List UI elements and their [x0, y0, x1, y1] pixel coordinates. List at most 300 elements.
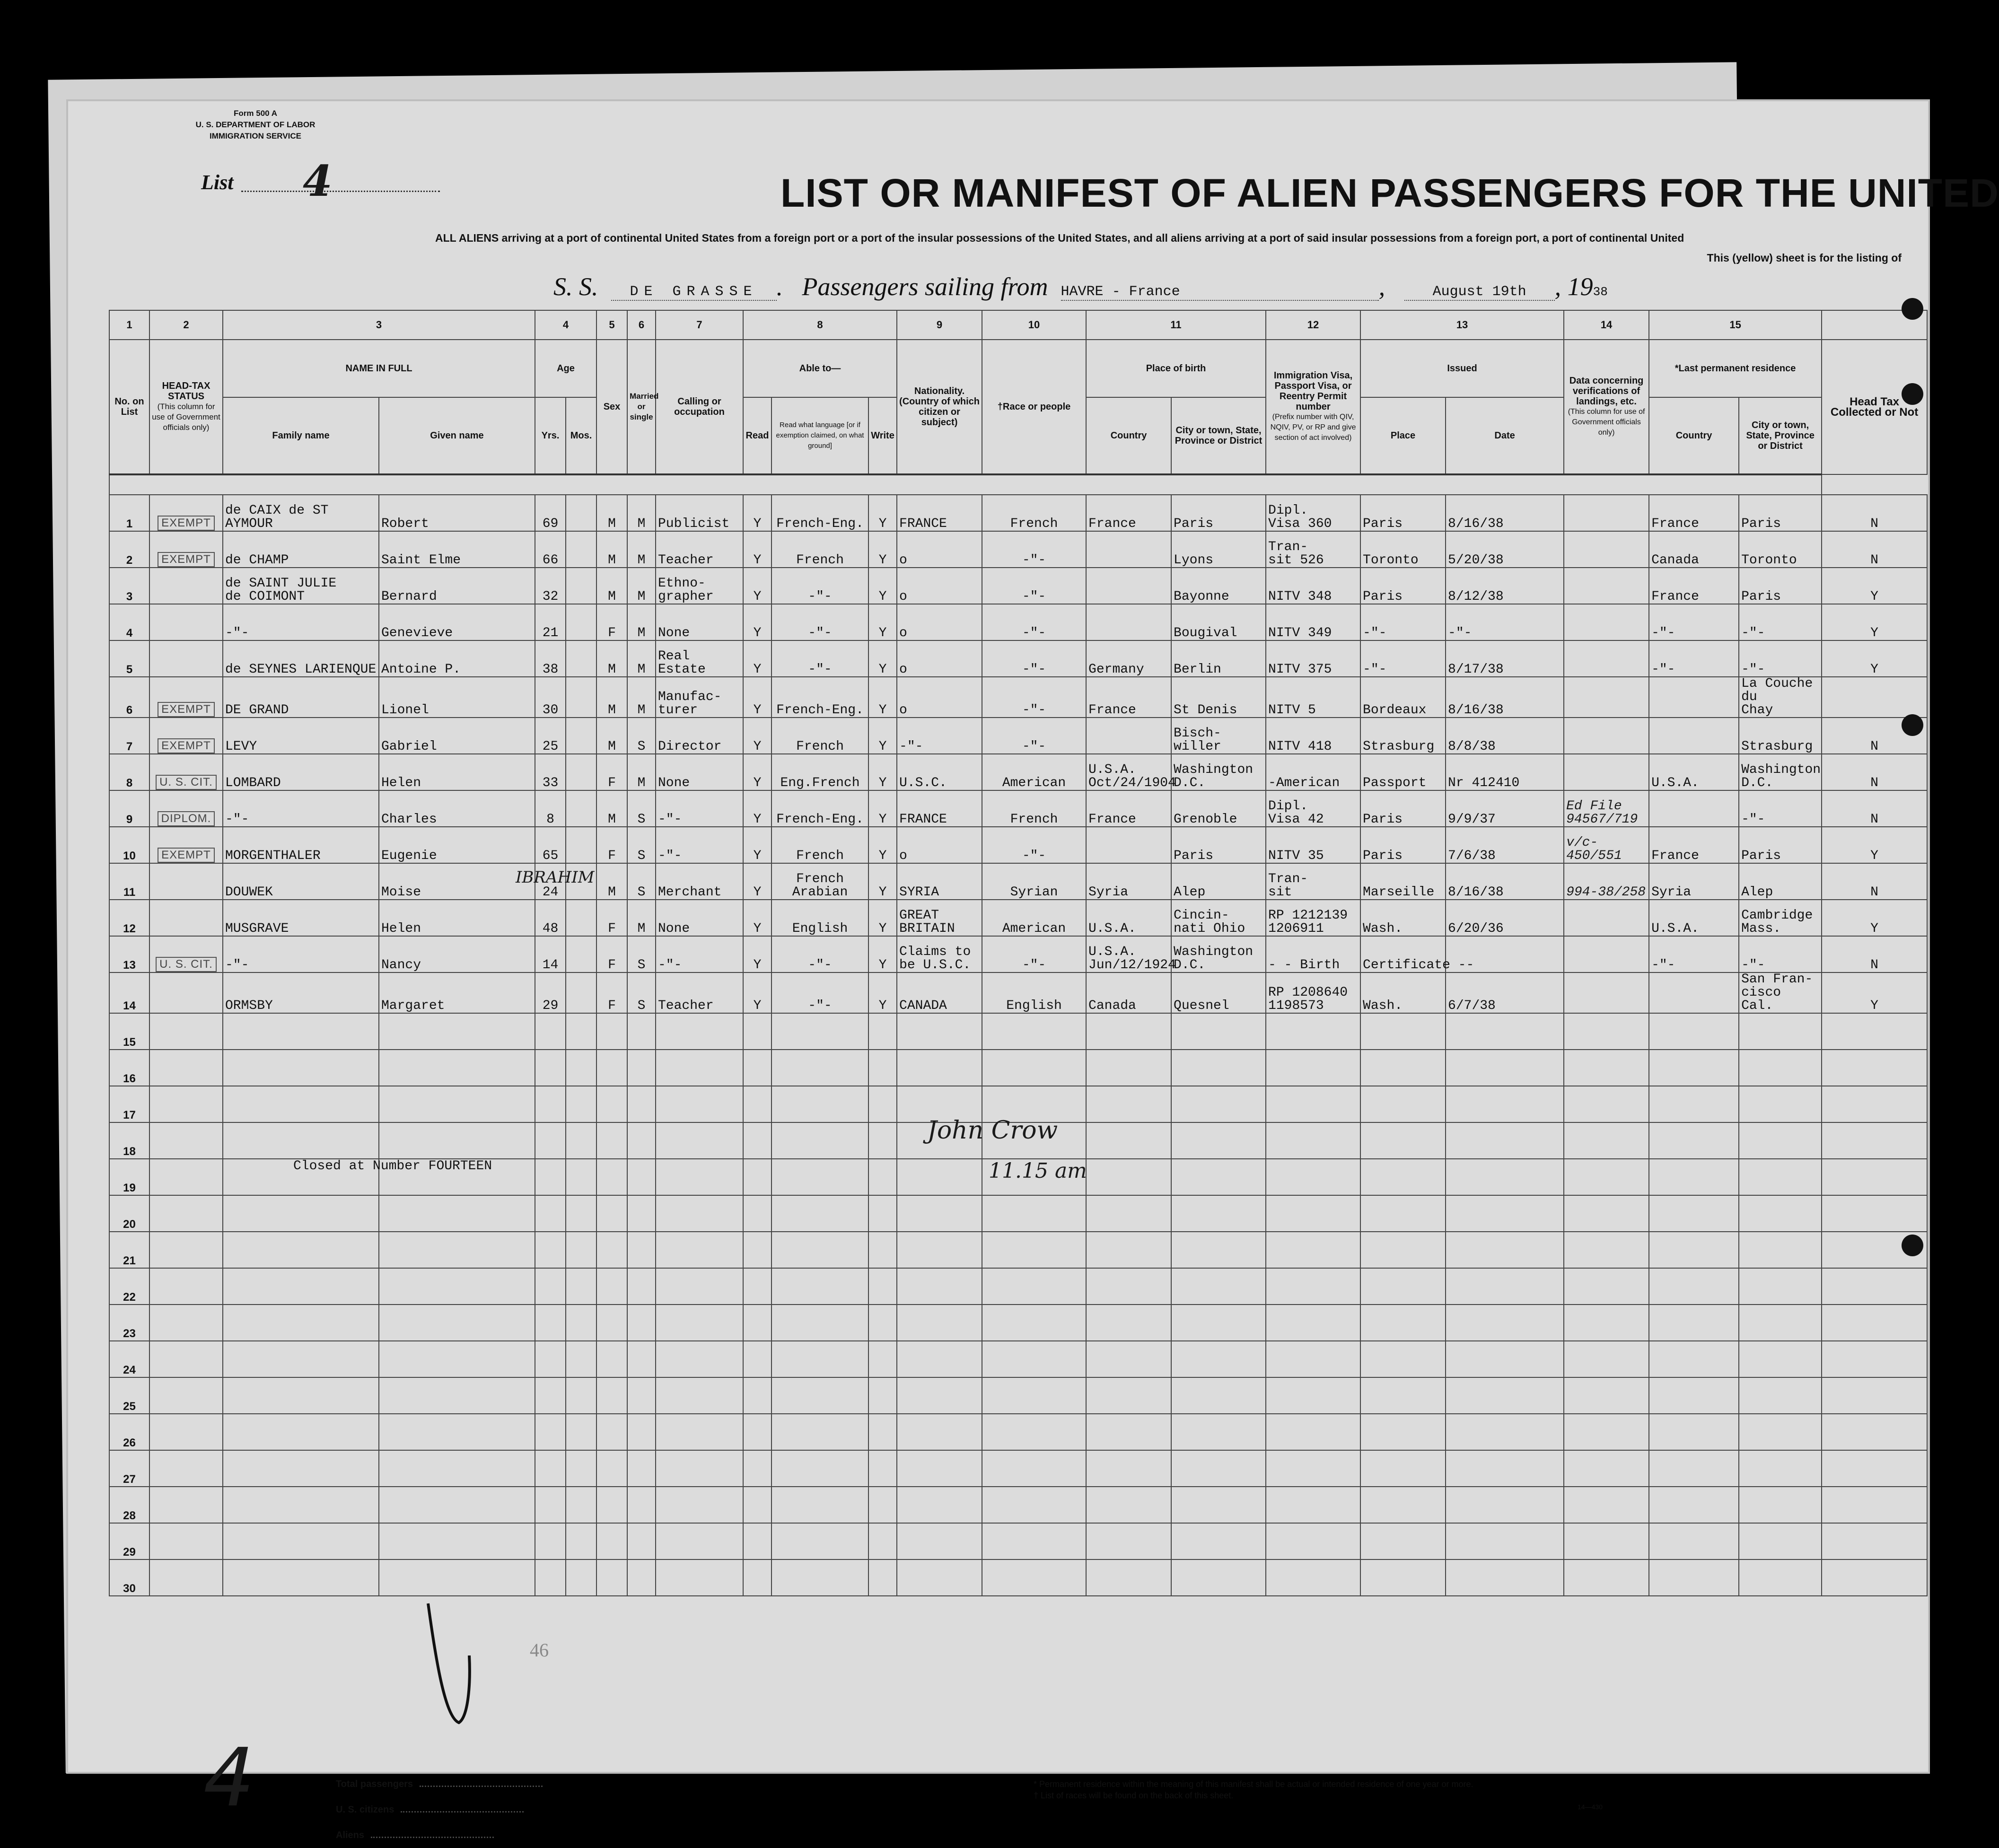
- occupation: -"-: [656, 827, 743, 863]
- can-write: Y: [868, 495, 897, 531]
- table-row: [109, 640, 1927, 677]
- given-name: Eugenie: [379, 827, 535, 863]
- head-tax-collected: Y: [1822, 972, 1927, 1013]
- birth-country: [1086, 827, 1171, 863]
- head-tax-collected: [1822, 677, 1927, 718]
- marital-status: M: [627, 568, 656, 604]
- empty-cell: [535, 1487, 566, 1523]
- empty-cell: [1446, 1414, 1564, 1450]
- hdr-able-to: Able to—: [743, 340, 897, 397]
- empty-cell: [596, 1341, 627, 1377]
- row-number: 25: [109, 1377, 149, 1414]
- table-row: [109, 604, 1927, 640]
- empty-cell: [1649, 1268, 1739, 1305]
- empty-cell: [149, 1523, 223, 1559]
- occupation: Teacher: [656, 531, 743, 568]
- empty-cell: [566, 1341, 596, 1377]
- status-stamp: U. S. CIT.: [156, 775, 217, 790]
- verification: [1564, 640, 1649, 677]
- empty-cell: [1564, 1305, 1649, 1341]
- hdr-given-name: Given name: [379, 397, 535, 474]
- empty-cell: [627, 1305, 656, 1341]
- sex: F: [596, 936, 627, 972]
- residence-city: Toronto: [1739, 531, 1822, 568]
- table-row: [109, 718, 1927, 754]
- head-tax-collected: N: [1822, 863, 1927, 900]
- empty-cell: [1171, 1122, 1266, 1159]
- empty-cell: [223, 1377, 379, 1414]
- empty-cell: [1739, 1159, 1822, 1195]
- visa-number: Dipl. Visa 360: [1266, 495, 1360, 531]
- empty-cell: [1171, 1159, 1266, 1195]
- empty-cell: [868, 1086, 897, 1122]
- empty-cell: [1360, 1305, 1446, 1341]
- empty-cell: [868, 1268, 897, 1305]
- birth-country: U.S.A. Oct/24/1904: [1086, 754, 1171, 790]
- empty-cell: [1086, 1414, 1171, 1450]
- empty-cell: [743, 1559, 772, 1596]
- empty-cell: [1446, 1341, 1564, 1377]
- visa-number: Tran- sit: [1266, 863, 1360, 900]
- table-row: [109, 495, 1927, 531]
- empty-cell: [743, 1414, 772, 1450]
- empty-cell: [596, 1414, 627, 1450]
- verification: [1564, 936, 1649, 972]
- empty-cell: [1649, 1232, 1739, 1268]
- empty-cell: [743, 1086, 772, 1122]
- birth-country: France: [1086, 677, 1171, 718]
- residence-country: France: [1649, 568, 1739, 604]
- sex: M: [596, 790, 627, 827]
- sex: M: [596, 677, 627, 718]
- empty-cell: [223, 1341, 379, 1377]
- empty-cell: [627, 1523, 656, 1559]
- empty-cell: [1446, 1050, 1564, 1086]
- department: U. S. DEPARTMENT OF LABOR: [195, 120, 316, 129]
- given-name: Lionel: [379, 677, 535, 718]
- row-number: 3: [109, 568, 149, 604]
- age-months: [566, 495, 596, 531]
- empty-cell: [1649, 1559, 1739, 1596]
- empty-cell: [743, 1050, 772, 1086]
- empty-cell: [1266, 1523, 1360, 1559]
- birth-city: Cincin- nati Ohio: [1171, 900, 1266, 936]
- empty-cell: [743, 1195, 772, 1232]
- empty-cell: [1171, 1013, 1266, 1050]
- age-months: [566, 640, 596, 677]
- read-language: French: [772, 718, 868, 754]
- read-language: -"-: [772, 972, 868, 1013]
- hdr-visa-note: (Prefix number with QIV, NQIV, PV, or RP and give section of act involved): [1270, 413, 1356, 442]
- empty-cell: [868, 1414, 897, 1450]
- row-number: 8: [109, 754, 149, 790]
- table-row: [109, 972, 1927, 1013]
- empty-cell: [982, 1050, 1086, 1086]
- hdr-birth-country: Country: [1086, 397, 1171, 474]
- empty-cell: [149, 1341, 223, 1377]
- empty-cell: [1360, 1122, 1446, 1159]
- empty-cell: [1086, 1122, 1171, 1159]
- family-name: de CHAMP: [223, 531, 379, 568]
- sex: F: [596, 827, 627, 863]
- issued-date: -"-: [1446, 604, 1564, 640]
- birth-country: Canada: [1086, 972, 1171, 1013]
- empty-cell: [982, 1268, 1086, 1305]
- page-mark: 46: [530, 1639, 549, 1661]
- can-read: Y: [743, 677, 772, 718]
- can-read: Y: [743, 718, 772, 754]
- empty-cell: [379, 1050, 535, 1086]
- visa-number: NITV 375: [1266, 640, 1360, 677]
- empty-cell: [1266, 1122, 1360, 1159]
- row-number: 14: [109, 972, 149, 1013]
- hdr-read-lang: Read what language [or if exemption claimed, on what ground]: [772, 397, 868, 474]
- status-stamp: EXEMPT: [158, 516, 215, 531]
- issued-date: 8/12/38: [1446, 568, 1564, 604]
- status-stamp: U. S. CIT.: [156, 957, 217, 972]
- empty-cell: [596, 1122, 627, 1159]
- empty-cell: [1822, 1086, 1927, 1122]
- col-num: 12: [1266, 310, 1360, 340]
- issued-place: Paris: [1360, 790, 1446, 827]
- empty-cell: [656, 1195, 743, 1232]
- family-name: MORGENTHALER: [223, 827, 379, 863]
- head-tax-collected: Y: [1822, 604, 1927, 640]
- empty-cell: [743, 1377, 772, 1414]
- residence-city: -"-: [1739, 790, 1822, 827]
- empty-cell: [1086, 1523, 1171, 1559]
- empty-cell: [1171, 1414, 1266, 1450]
- empty-cell: [772, 1414, 868, 1450]
- empty-cell: [1739, 1305, 1822, 1341]
- empty-cell: [982, 1305, 1086, 1341]
- empty-cell: [1360, 1050, 1446, 1086]
- issued-date: 9/9/37: [1446, 790, 1564, 827]
- empty-cell: [772, 1050, 868, 1086]
- empty-cell: [897, 1268, 982, 1305]
- marital-status: M: [627, 531, 656, 568]
- race: -"-: [982, 604, 1086, 640]
- empty-cell: [868, 1050, 897, 1086]
- empty-cell: [772, 1268, 868, 1305]
- residence-country: -"-: [1649, 604, 1739, 640]
- residence-country: France: [1649, 827, 1739, 863]
- nationality: CANADA: [897, 972, 982, 1013]
- status-stamp: EXEMPT: [158, 848, 215, 863]
- can-write: Y: [868, 936, 897, 972]
- empty-cell: [535, 1013, 566, 1050]
- empty-cell: [1360, 1232, 1446, 1268]
- hdr-mos: Mos.: [566, 397, 596, 474]
- occupation: Real Estate: [656, 640, 743, 677]
- residence-city: Washington D.C.: [1739, 754, 1822, 790]
- table-row-empty: [109, 1268, 1927, 1305]
- head-tax-collected: N: [1822, 936, 1927, 972]
- residence-city: -"-: [1739, 936, 1822, 972]
- empty-cell: [1171, 1268, 1266, 1305]
- passenger-rows: [109, 495, 1927, 1596]
- can-read: Y: [743, 495, 772, 531]
- empty-cell: [379, 1414, 535, 1450]
- family-name: -"-: [223, 936, 379, 972]
- binder-hole: [1902, 714, 1923, 736]
- aliens-row: [336, 1822, 543, 1848]
- row-number: 18: [109, 1122, 149, 1159]
- head-tax-status: [149, 972, 223, 1013]
- col-num: 5: [596, 310, 627, 340]
- empty-cell: [743, 1305, 772, 1341]
- empty-cell: [1739, 1487, 1822, 1523]
- race: American: [982, 900, 1086, 936]
- age-years: 33: [535, 754, 566, 790]
- empty-cell: [1171, 1523, 1266, 1559]
- nationality: o: [897, 640, 982, 677]
- empty-cell: [1086, 1050, 1171, 1086]
- empty-cell: [868, 1450, 897, 1487]
- empty-cell: [1266, 1159, 1360, 1195]
- col-num: 9: [897, 310, 982, 340]
- row-number: 1: [109, 495, 149, 531]
- empty-cell: [596, 1050, 627, 1086]
- empty-cell: [627, 1086, 656, 1122]
- empty-cell: [868, 1341, 897, 1377]
- aliens-label: Aliens: [336, 1830, 365, 1840]
- empty-cell: [1360, 1523, 1446, 1559]
- empty-cell: [1649, 1523, 1739, 1559]
- empty-cell: [1360, 1341, 1446, 1377]
- empty-cell: [379, 1086, 535, 1122]
- empty-cell: [149, 1086, 223, 1122]
- issued-date: 5/20/38: [1446, 531, 1564, 568]
- header-row-a: [109, 340, 1927, 397]
- age-years: 21: [535, 604, 566, 640]
- occupation: Ethno- grapher: [656, 568, 743, 604]
- empty-cell: [223, 1450, 379, 1487]
- empty-cell: [1822, 1450, 1927, 1487]
- visa-number: -American: [1266, 754, 1360, 790]
- empty-cell: [656, 1050, 743, 1086]
- empty-cell: [566, 1086, 596, 1122]
- empty-cell: [1171, 1341, 1266, 1377]
- empty-cell: [897, 1487, 982, 1523]
- empty-cell: [596, 1487, 627, 1523]
- head-tax-status: [149, 677, 223, 718]
- residence-country: [1649, 677, 1739, 718]
- family-name: ORMSBY: [223, 972, 379, 1013]
- residence-country: U.S.A.: [1649, 754, 1739, 790]
- family-name: DE GRAND: [223, 677, 379, 718]
- can-write: Y: [868, 790, 897, 827]
- hdr-race: †Race or people: [982, 340, 1086, 474]
- birth-city: Alep: [1171, 863, 1266, 900]
- empty-cell: [1171, 1050, 1266, 1086]
- marital-status: M: [627, 677, 656, 718]
- issued-place: Bordeaux: [1360, 677, 1446, 718]
- birth-country: U.S.A.: [1086, 900, 1171, 936]
- empty-cell: [1564, 1195, 1649, 1232]
- head-tax-collected: N: [1822, 754, 1927, 790]
- occupation: None: [656, 900, 743, 936]
- col-num: 14: [1564, 310, 1649, 340]
- empty-cell: [982, 1559, 1086, 1596]
- residence-country: [1649, 972, 1739, 1013]
- residence-city: Cambridge Mass.: [1739, 900, 1822, 936]
- year-prefix: 19: [1567, 272, 1593, 301]
- empty-cell: [1086, 1232, 1171, 1268]
- empty-cell: [1266, 1377, 1360, 1414]
- empty-cell: [897, 1523, 982, 1559]
- row-number: 23: [109, 1305, 149, 1341]
- birth-city: St Denis: [1171, 677, 1266, 718]
- empty-cell: [1822, 1377, 1927, 1414]
- birth-country: U.S.A. Jun/12/1924: [1086, 936, 1171, 972]
- birth-city: Lyons: [1171, 531, 1266, 568]
- birth-country: France: [1086, 495, 1171, 531]
- can-write: Y: [868, 754, 897, 790]
- empty-cell: [656, 1487, 743, 1523]
- row-number: 7: [109, 718, 149, 754]
- manifest-sheet: [66, 99, 1999, 1840]
- occupation: Manufac- turer: [656, 677, 743, 718]
- empty-cell: [1822, 1487, 1927, 1523]
- birth-country: [1086, 568, 1171, 604]
- empty-cell: [868, 1377, 897, 1414]
- issued-place: Paris: [1360, 568, 1446, 604]
- read-language: French: [772, 827, 868, 863]
- head-tax-status: [149, 718, 223, 754]
- empty-cell: [566, 1195, 596, 1232]
- empty-cell: [868, 1559, 897, 1596]
- birth-city: Washington D.C.: [1171, 936, 1266, 972]
- passenger-table: [109, 310, 1928, 1596]
- empty-cell: [535, 1559, 566, 1596]
- row-number: 20: [109, 1195, 149, 1232]
- empty-cell: [1171, 1232, 1266, 1268]
- head-tax-collected: Y: [1822, 640, 1927, 677]
- given-name: Antoine P.: [379, 640, 535, 677]
- table-row-empty: [109, 1341, 1927, 1377]
- nationality: o: [897, 568, 982, 604]
- empty-cell: [1446, 1487, 1564, 1523]
- empty-cell: [743, 1232, 772, 1268]
- can-read: Y: [743, 972, 772, 1013]
- age-months: [566, 790, 596, 827]
- empty-cell: [1086, 1487, 1171, 1523]
- nationality: FRANCE: [897, 790, 982, 827]
- empty-cell: [982, 1414, 1086, 1450]
- given-name: Gabriel: [379, 718, 535, 754]
- empty-cell: [1446, 1268, 1564, 1305]
- empty-cell: [1266, 1232, 1360, 1268]
- empty-cell: [627, 1341, 656, 1377]
- empty-cell: [868, 1195, 897, 1232]
- can-write: Y: [868, 900, 897, 936]
- empty-cell: [772, 1305, 868, 1341]
- empty-cell: [1822, 1414, 1927, 1450]
- row-number: 10: [109, 827, 149, 863]
- hdr-no-on-list: No. on List: [109, 340, 149, 474]
- head-tax-status: [149, 640, 223, 677]
- read-language: -"-: [772, 604, 868, 640]
- birth-city: Bougival: [1171, 604, 1266, 640]
- empty-cell: [1739, 1523, 1822, 1559]
- empty-cell: [596, 1305, 627, 1341]
- birth-city: Paris: [1171, 827, 1266, 863]
- empty-cell: [1649, 1122, 1739, 1159]
- hdr-verifications: [1564, 340, 1649, 474]
- empty-cell: [1171, 1377, 1266, 1414]
- issued-place: Passport: [1360, 754, 1446, 790]
- residence-city: San Fran- cisco Cal.: [1739, 972, 1822, 1013]
- hdr-sex: Sex: [596, 340, 627, 474]
- empty-cell: [897, 1232, 982, 1268]
- age-years: 14: [535, 936, 566, 972]
- head-tax-status: [149, 936, 223, 972]
- empty-cell: [1446, 1159, 1564, 1195]
- can-read: Y: [743, 754, 772, 790]
- empty-cell: [566, 1523, 596, 1559]
- hdr-issued: Issued: [1360, 340, 1564, 397]
- empty-cell: [1822, 1559, 1927, 1596]
- manifest-subtitle: ALL ALIENS arriving at a port of continental United States from a foreign port or a port of the insular possessions of the United States, and all aliens arriving at a port of said insular possessions from a foreign port, a port of continental United: [435, 232, 1684, 244]
- birth-city: Bisch- willer: [1171, 718, 1266, 754]
- empty-cell: [566, 1487, 596, 1523]
- empty-cell: [1086, 1559, 1171, 1596]
- empty-cell: [982, 1232, 1086, 1268]
- empty-cell: [1446, 1195, 1564, 1232]
- table-row-empty: [109, 1305, 1927, 1341]
- issued-place: Strasburg: [1360, 718, 1446, 754]
- family-name: -"-: [223, 790, 379, 827]
- empty-cell: [1564, 1122, 1649, 1159]
- empty-cell: [223, 1050, 379, 1086]
- empty-cell: [149, 1305, 223, 1341]
- table-row: [109, 677, 1927, 718]
- birth-city: Bayonne: [1171, 568, 1266, 604]
- verification: 994-38/258: [1564, 863, 1649, 900]
- residence-city: Strasburg: [1739, 718, 1822, 754]
- empty-cell: [656, 1122, 743, 1159]
- empty-cell: [223, 1414, 379, 1450]
- empty-cell: [982, 1450, 1086, 1487]
- empty-cell: [535, 1377, 566, 1414]
- empty-cell: [1446, 1305, 1564, 1341]
- empty-cell: [1171, 1487, 1266, 1523]
- can-read: Y: [743, 640, 772, 677]
- read-language: French-Eng.: [772, 677, 868, 718]
- empty-cell: [566, 1122, 596, 1159]
- issued-date: 8/17/38: [1446, 640, 1564, 677]
- empty-cell: [1649, 1013, 1739, 1050]
- empty-cell: [1360, 1013, 1446, 1050]
- empty-cell: [535, 1232, 566, 1268]
- birth-city: Quesnel: [1171, 972, 1266, 1013]
- empty-cell: [868, 1159, 897, 1195]
- occupation: None: [656, 754, 743, 790]
- status-stamp: DIPLOM.: [158, 811, 215, 826]
- row-number: 27: [109, 1450, 149, 1487]
- empty-cell: [1086, 1086, 1171, 1122]
- empty-cell: [1739, 1414, 1822, 1450]
- empty-cell: [982, 1013, 1086, 1050]
- empty-cell: [627, 1050, 656, 1086]
- birth-country: Germany: [1086, 640, 1171, 677]
- race: American: [982, 754, 1086, 790]
- head-tax-collected: Y: [1822, 568, 1927, 604]
- empty-cell: [1446, 1377, 1564, 1414]
- empty-cell: [656, 1341, 743, 1377]
- col-num: 6: [627, 310, 656, 340]
